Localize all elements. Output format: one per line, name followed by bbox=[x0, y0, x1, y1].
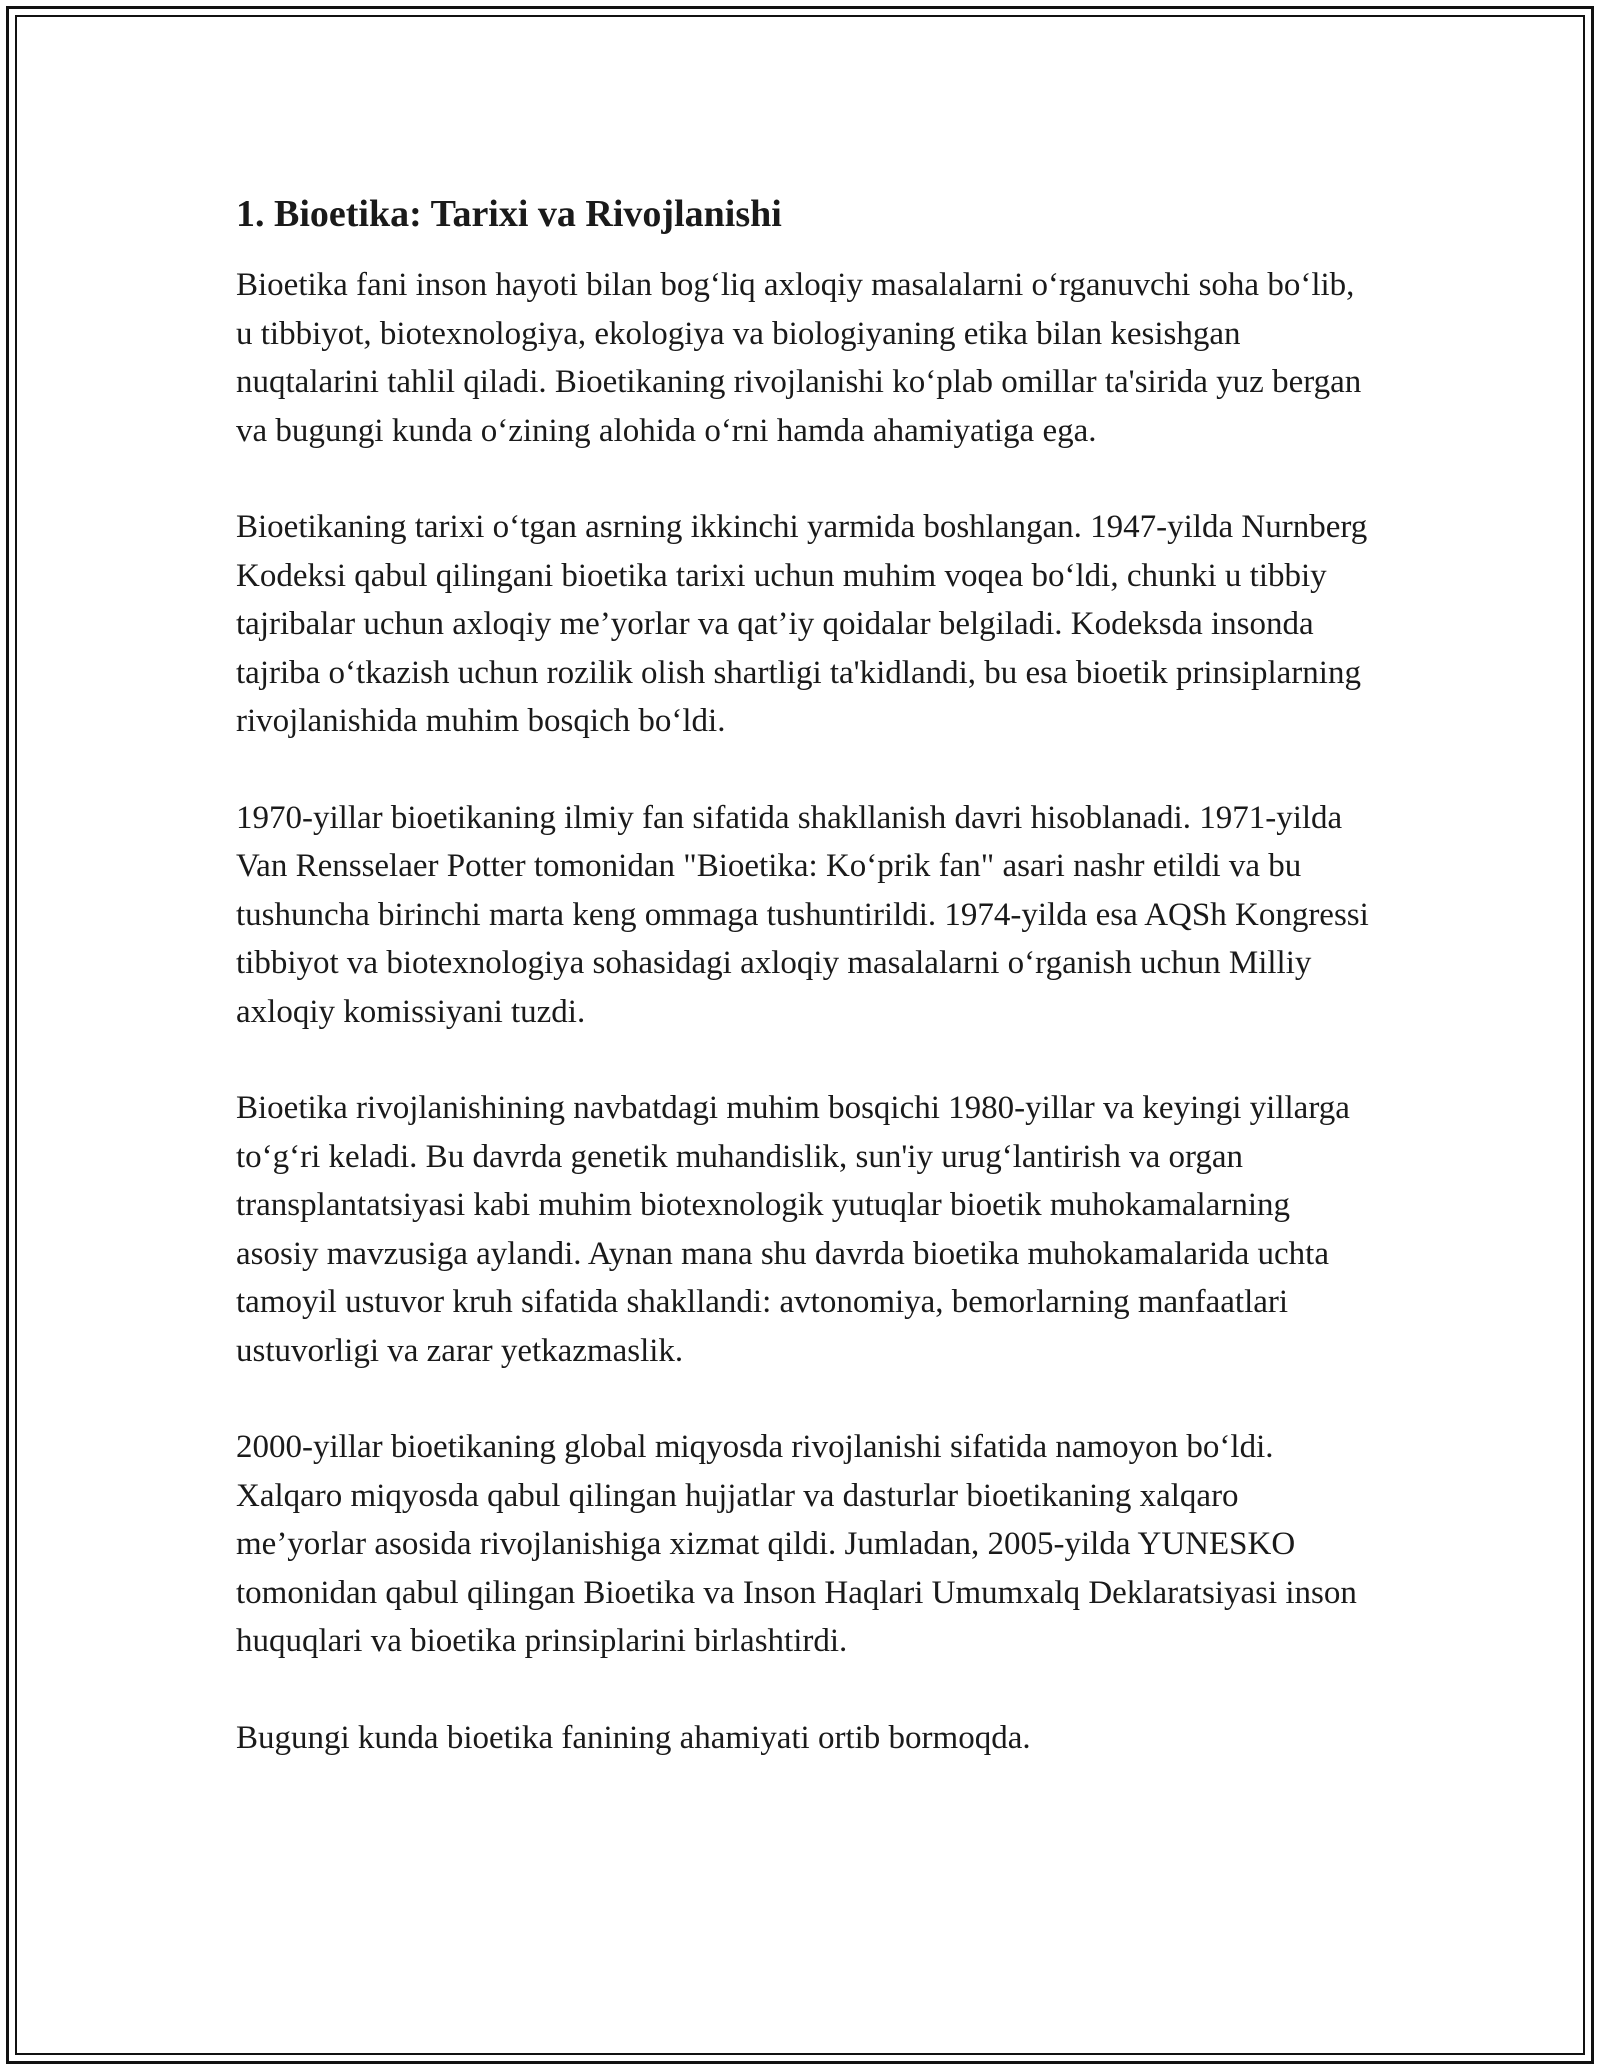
paragraph-1980s: Bioetika rivojlanishining navbatdagi muhim bosqichi 1980-yillar va keyingi yillarga to‘g‘ri keladi. Bu davrda genetik muhandislik, sun'iy urug‘lantirish va organ transplantatsiyasi kabi muhim biotexnologik yutuqlar bioetik muhokamalarning asosiy mavzusiga aylandi. Aynan mana shu davrda bioetika muhokamalarida uchta tamoyil ustuvor kruh sifatida shakllandi: avtonomiya, bemorlarning manfaatlari ustuvorligi va zarar yetkazmaslik. bbox=[236, 1090, 1350, 1369]
paragraph-nuremberg-code: Bioetikaning tarixi o‘tgan asrning ikkinchi yarmida boshlangan. 1947-yilda Nurnberg Kodeksi qabul qilingani bioetika tarixi uchun muhim voqea bo‘ldi, chunki u tibbiy tajribalar uchun axloqiy me’yorlar va qat’iy qoidalar belgiladi. Kodeksda insonda tajriba o‘tkazish uchun rozilik olish shartligi ta'kidlandi, bu esa bioetik prinsiplarning rivojlanishida muhim bosqich bo‘ldi. bbox=[236, 509, 1368, 739]
paragraph-intro: Bioetika fani inson hayoti bilan bog‘liq axloqiy masalalarni o‘rganuvchi soha bo‘lib, u tibbiyot, biotexnologiya, ekologiya va biologiyaning etika bilan kesishgan nuqtalarini tahlil qiladi. Bioetikaning rivojlanishi ko‘plab omillar ta'sirida yuz bergan va bugungi kunda o‘zining alohida o‘rni hamda ahamiyatiga ega. bbox=[236, 267, 1362, 449]
paragraph-1970s: 1970-yillar bioetikaning ilmiy fan sifatida shakllanish davri hisoblanadi. 1971-yilda Van Rensselaer Potter tomonidan "Bioetika: Ko‘prik fan" asari nashr etildi va bu tushuncha birinchi marta keng ommaga tushuntirildi. 1974-yilda esa AQSh Kongressi tibbiyot va biotexnologiya sohasidagi axloqiy masalalarni o‘rganish uchun Milliy axloqiy komissiyani tuzdi. bbox=[236, 799, 1369, 1030]
paragraph-today: Bugungi kunda bioetika fanining ahamiyati ortib bormoqda. bbox=[236, 1719, 1031, 1756]
document-body bbox=[236, 185, 1376, 1810]
paragraph-2000s: 2000-yillar bioetikaning global miqyosda rivojlanishi sifatida namoyon bo‘ldi. Xalqaro miqyosda qabul qilingan hujjatlar va dasturlar bioetikaning xalqaro me’yorlar asosida rivojlanishiga xizmat qildi. Jumladan, 2005-yilda YUNESKO tomonidan qabul qilingan Bioetika va Inson Haqlari Umumxalq Deklaratsiyasi inson huquqlari va bioetika prinsiplarini birlashtirdi. bbox=[236, 1429, 1357, 1659]
document-title: 1. Bioetika: Tarixi va Rivojlanishi bbox=[236, 193, 782, 235]
